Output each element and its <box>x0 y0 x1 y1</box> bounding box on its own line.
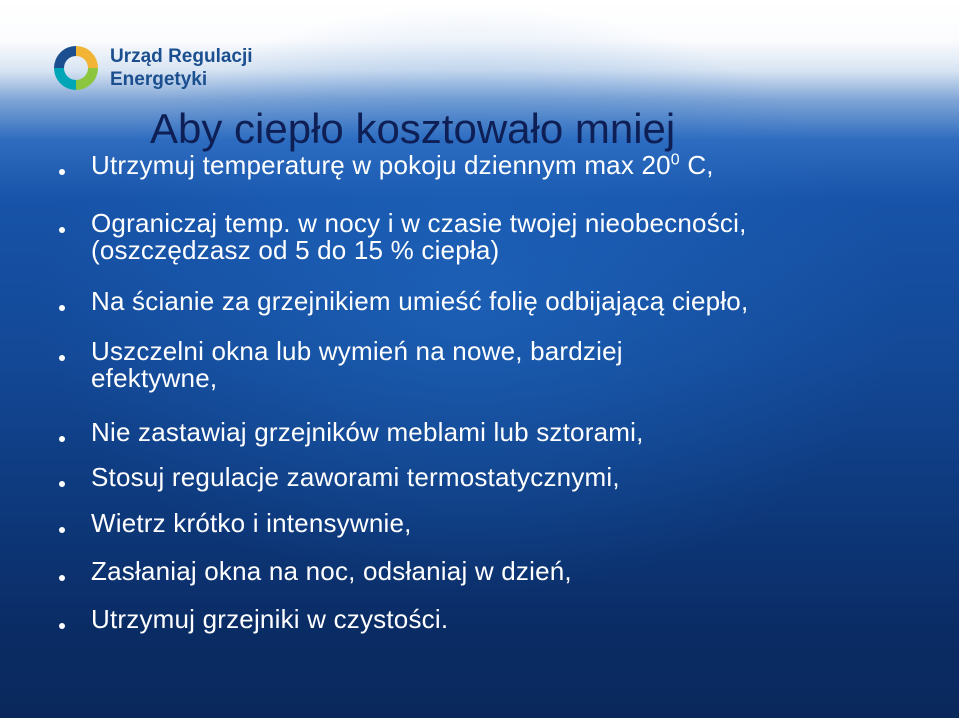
bullet-text <box>91 338 623 392</box>
bullet-text <box>91 210 747 264</box>
bullet-line: Ograniczaj temp. w nocy i w czasie twojej nieobecności, <box>91 208 747 238</box>
ure-logo-icon <box>50 42 102 94</box>
bullet-line: (oszczędzasz od 5 do 15 % ciepła) <box>91 235 500 265</box>
bullet-icon <box>59 527 65 533</box>
bullet-text-part: Utrzymuj temperaturę w pokoju dziennym max 20 <box>91 150 671 180</box>
bullet-text: Zasłaniaj okna na noc, odsłaniaj w dzień, <box>91 556 572 586</box>
bullet-text: Wietrz krótko i intensywnie, <box>91 508 412 538</box>
bullet-text: Nie zastawiaj grzejników meblami lub sztorami, <box>91 417 644 447</box>
degree-superscript: 0 <box>670 151 680 169</box>
bullet-item-5 <box>56 419 936 446</box>
bullet-text: Utrzymuj grzejniki w czystości. <box>91 604 449 634</box>
bullet-line: Uszczelni okna lub wymień na nowe, bardziej <box>91 336 623 366</box>
bullet-icon <box>59 227 65 233</box>
logo-line-2: Energetyki <box>110 69 208 90</box>
bullet-item-8 <box>56 558 936 585</box>
bullet-icon <box>59 481 65 487</box>
bullet-item-4 <box>56 338 936 392</box>
bullet-item-2 <box>56 210 936 264</box>
bullet-text: Stosuj regulacje zaworami termostatycznymi, <box>91 462 620 492</box>
bullet-icon <box>59 355 65 361</box>
bullet-icon <box>59 575 65 581</box>
bullet-item-6 <box>56 464 936 491</box>
slide-title: Aby ciepło kosztowało mniej <box>150 105 676 152</box>
bullet-item-1 <box>56 152 936 179</box>
bullet-text-part: C, <box>679 150 714 180</box>
bullet-icon <box>59 623 65 629</box>
bullet-line: efektywne, <box>91 363 218 393</box>
bullet-item-9 <box>56 606 936 633</box>
bullet-item-3 <box>56 288 936 315</box>
bullet-item-7 <box>56 510 936 537</box>
bullet-icon <box>59 436 65 442</box>
bullet-icon <box>59 169 65 175</box>
bullet-text <box>91 152 714 179</box>
logo-text <box>110 45 253 91</box>
bottom-strip <box>0 684 959 718</box>
logo-line-1: Urząd Regulacji <box>110 46 253 67</box>
logo <box>50 42 253 94</box>
bullet-icon <box>59 305 65 311</box>
bullet-text: Na ścianie za grzejnikiem umieść folię odbijającą ciepło, <box>91 286 749 316</box>
